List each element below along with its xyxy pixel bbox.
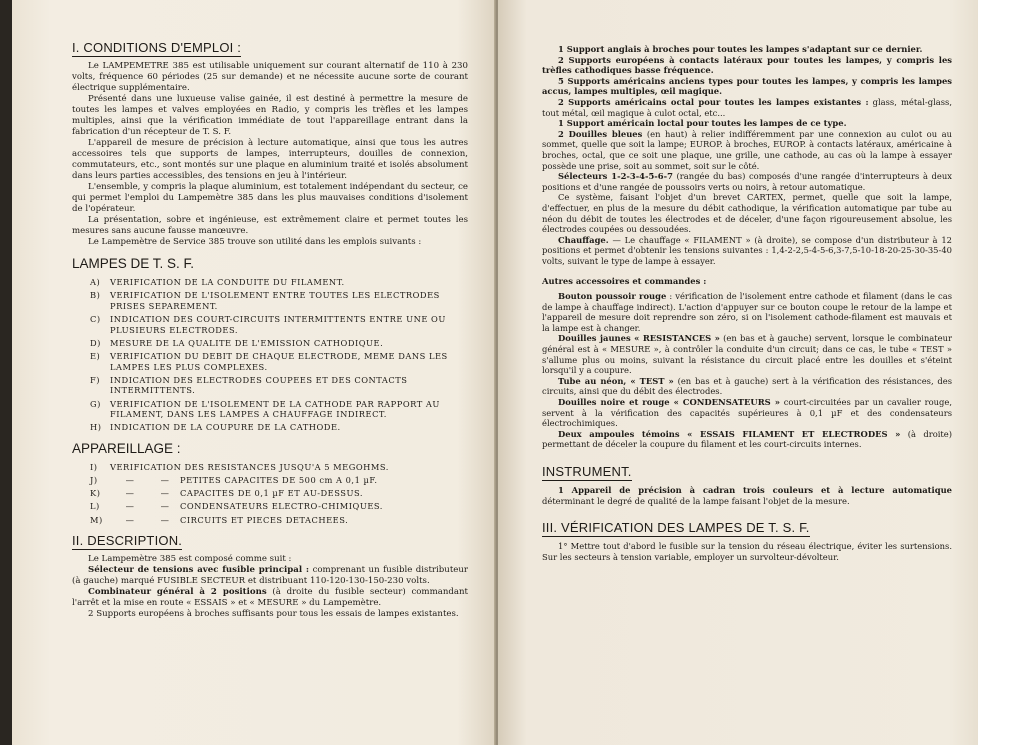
list-item: K) — — CAPACITES DE 0,1 µF ET AU-DESSUS. [90, 488, 363, 499]
paragraph: Ce système, faisant l'objet d'un brevet CARTEX, permet, quelle que soit la lampe, d'effectuer, en plus de la mesure du débit cathodique, la vérification automatique par tube au néon du débit de toutes les électrodes et de déceler, d'une façon rigoureusement absolue, les électrodes coupées ou dessoudées. [542, 192, 952, 235]
paragraph: Sélecteur de tensions avec fusible principal : comprenant un fusible distributeur (à gauche) marqué FUSIBLE SECTEUR et distribuant 110-120-130-150-230 volts. [72, 565, 468, 587]
list-item: F) INDICATION DES ELECTRODES COUPEES ET DES CONTACTS INTERMITTENTS. [90, 374, 408, 396]
paragraph: 1 Support américain loctal pour toutes les lampes de ce type. [558, 118, 847, 129]
autres-text [542, 291, 952, 450]
autres-title: Autres accessoires et commandes : [542, 276, 707, 287]
paragraph: Le Lampemètre 385 est composé comme suit : [88, 554, 292, 565]
supports-text [542, 44, 952, 266]
paragraph: 1 Support anglais à broches pour toutes les lampes s'adaptant sur ce dernier. [558, 44, 923, 54]
description-text [72, 554, 468, 620]
list-item: I) VERIFICATION DES RESISTANCES JUSQU'A 5 MEGOHMS. [90, 461, 389, 472]
list-item: D) MESURE DE LA QUALITE DE L'EMISSION CATHODIQUE. [90, 337, 384, 348]
appareillage-title: APPAREILLAGE : [72, 440, 181, 456]
paragraph: L'appareil de mesure de précision à lecture automatique, ainsi que tous les autres accessoires tels que supports de lampes, interrupteurs, douilles de connexion, commutateurs, etc., sont montés sur une plaque en aluminium traité et isolés absolument dans leurs parties accessibles, des tensions en jeu à l'intérieur. [72, 138, 468, 181]
lampes-list [72, 277, 468, 433]
paragraph: Douilles noire et rouge « CONDENSATEURS » court-circuitées par un cavalier rouge, servent à la vérification des capacités supérieures à 0,1 µF et des condensateurs électrochimiques. [542, 397, 952, 429]
list-item: B) VERIFICATION DE L'ISOLEMENT ENTRE TOUTES LES ELECTRODES PRISES SEPAREMENT. [90, 290, 440, 311]
paragraph: 1° Mettre tout d'abord le fusible sur la tension du réseau électrique, éviter les surtensions. Sur les secteurs à tension variable, employer un survolteur-dévolteur. [542, 541, 952, 562]
list-item: M) — — CIRCUITS ET PIECES DETACHEES. [90, 514, 349, 525]
list-item: H) INDICATION DE LA COUPURE DE LA CATHODE. [90, 422, 341, 433]
list-item: G) VERIFICATION DE L'ISOLEMENT DE LA CATHODE PAR RAPPORT AU FILAMENT, DANS LES LAMPES A CHAUFFAGE INDIRECT. [90, 398, 440, 420]
paragraph: Deux ampoules témoins « ESSAIS FILAMENT ET ELECTRODES » (à droite) permettant de déceler la coupure du filament et les court-circuits internes. [542, 428, 953, 450]
list-item: E) VERIFICATION DU DEBIT DE CHAQUE ELECTRODE, MEME DANS LES LAMPES LES PLUS COMPLEXES. [90, 350, 448, 372]
scan-margin [978, 0, 1024, 745]
conditions-text [72, 61, 468, 248]
list-item: L) — — CONDENSATEURS ELECTRO-CHIMIQUES. [90, 501, 383, 512]
lampes-title: LAMPES DE T. S. F. [72, 256, 195, 271]
section-verification-title: III. VÉRIFICATION DES LAMPES DE T. S. F. [542, 520, 810, 536]
paragraph: 2 Supports européens à broches suffisants pour tous les essais de lampes existantes. [88, 609, 459, 620]
paragraph: Présenté dans une luxueuse valise gainée, il est destiné à permettre la mesure de toutes les lampes et valves employées en Radio, y compris les trèfles et les lampes multiples, ainsi que la vérification immédiate de tout l'appareillage entrant dans la fabrication d'un récepteur de T. S. F. [72, 94, 468, 137]
paragraph: 1 Appareil de précision à cadran trois couleurs et à lecture automatique déterminant le degré de qualité de la lampe faisant l'objet de la mesure. [542, 484, 952, 506]
paragraph: 2 Supports américains octal pour toutes les lampes existantes : glass, métal-glass, tout métal, œil magique à culot octal, etc... [542, 96, 953, 118]
right-page [498, 0, 978, 745]
paragraph: Chauffage. — Le chauffage « FILAMENT » (à droite), se compose d'un distributeur à 12 positions et permet d'obtenir les tensions suivantes : 1,4-2-2,5-4-5-6,3-7,5-10-18-20-25-30-35-40 volts, suivant le type de lampe à essayer. [542, 234, 952, 266]
left-page [12, 0, 496, 745]
paragraph: Bouton poussoir rouge : vérification de l'isolement entre cathode et filament (dans le cas de lampe à chauffage indirect). L'action d'appuyer sur ce bouton coupe le retour de la lampe et l'appareil de mesure doit reprendre son zéro, si on l'isolement cathode-filament est mauvais et la lampe est à changer. [542, 291, 952, 333]
list-item: J) — — PETITES CAPACITES DE 500 cm A 0,1 µF. [90, 475, 378, 486]
list-item: A) VERIFICATION DE LA CONDUITE DU FILAMENT. [90, 277, 345, 287]
paragraph: Combinateur général à 2 positions (à droite du fusible secteur) commandant l'arrêt et la mise en route « ESSAIS » et « MESURE » du Lampemètre. [72, 587, 468, 609]
paragraph: La présentation, sobre et ingénieuse, est extrêmement claire et permet toutes les mesures sans aucune fausse manœuvre. [72, 215, 468, 236]
paragraph: 5 Supports américains anciens types pour toutes les lampes, y compris les lampes accus, lampes multiples, œil magique. [542, 75, 952, 97]
section-conditions-title: I. CONDITIONS D'EMPLOI : [72, 40, 242, 55]
section-description-title: II. DESCRIPTION. [72, 533, 183, 549]
paragraph: 2 Supports européens à contacts latéraux pour toutes les lampes, y compris les trèfles cathodiques basse fréquence. [542, 54, 952, 76]
appareillage-list [72, 462, 468, 525]
list-item: C) INDICATION DES COURT-CIRCUITS INTERMITTENTS ENTRE UNE OU PLUSIEURS ELECTRODES. [90, 313, 446, 335]
section-instrument-title: INSTRUMENT. [542, 463, 632, 479]
paragraph: Le LAMPEMETRE 385 est utilisable uniquement sur courant alternatif de 110 à 230 volts, fréquence 60 périodes (25 sur demande) et ne nécessite aucune sorte de courant électrique supplémentaire. [72, 61, 468, 93]
paragraph: Sélecteurs 1-2-3-4-5-6-7 (rangée du bas) composés d'une rangée d'interrupteurs à deux positions et d'une rangée de poussoirs verts ou noirs, à retour automatique. [542, 171, 952, 192]
paragraph: Le Lampemètre de Service 385 trouve son utilité dans les emplois suivants : [88, 237, 422, 247]
paragraph: Douilles jaunes « RESISTANCES » (en bas et à gauche) servent, lorsque le combinateur général est à « MESURE », à contrôler la conduite d'un circuit; dans ce cas, le tube « TEST » s'allume plus ou moins, suivant la résistance du circuit placé entre les douilles et s'éteint lorsqu'il y a coupure. [542, 333, 953, 376]
paragraph: 2 Douilles bleues (en haut) à relier indifféremment par une connexion au culot ou au sommet, quelle que soit la lampe; EUROP. à broches, EUROP. à contacts latéraux, américaine à broches, octal, que ce soit une plaque, une grille, une cathode, au cas où la lampe à essayer possède une prise, soit au sommet, soit sur le côté. [542, 128, 952, 171]
paragraph: L'ensemble, y compris la plaque aluminium, est totalement indépendant du secteur, ce qui permet l'emploi du Lampemètre 385 dans les plus mauvaises conditions d'isolement de l'opérateur. [72, 182, 468, 214]
paragraph: Tube au néon, « TEST » (en bas et à gauche) sert à la vérification des résistances, des circuits, ainsi que du débit des électrodes. [542, 375, 953, 397]
